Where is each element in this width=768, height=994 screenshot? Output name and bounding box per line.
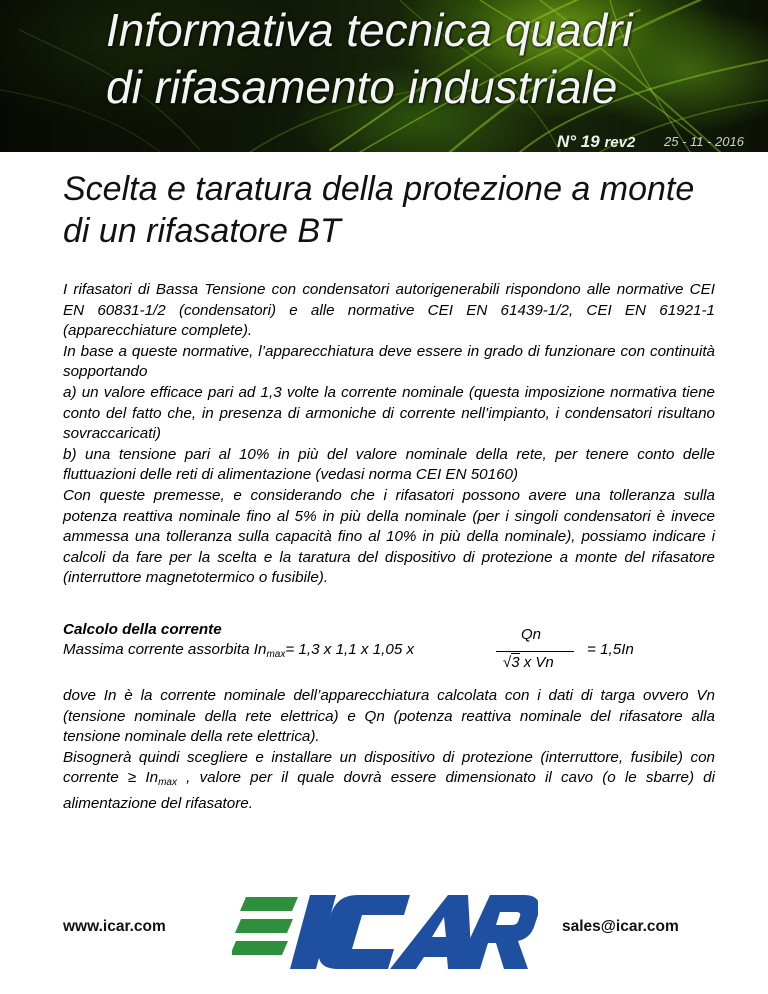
icar-logo [232, 887, 538, 975]
issue-date: 25 - 11 - 2016 [664, 134, 744, 149]
website-link[interactable]: www.icar.com [63, 918, 166, 935]
fraction-numerator: Qn [521, 626, 542, 643]
paragraph-definitions: dove In è la corrente nominale dell’apparecchiatura calcolata con i dati di targa ovvero Vn (tensione nominale della rete elettrica) e Qn (potenza reattiva nominale del rifasatore alla tensione nominale della rete elettrica). [63, 687, 715, 746]
logo-green-stripes [232, 897, 298, 955]
document-title: Scelta e taratura della protezione a monte di un rifasatore BT [63, 170, 695, 250]
calc-result: = 1,5In [587, 641, 634, 658]
logo-letters [290, 895, 538, 969]
header-banner [0, 0, 768, 152]
issue-number: N° 19 [557, 132, 600, 151]
denominator-rest: x Vn [523, 654, 554, 671]
calc-subscript: max [266, 649, 286, 660]
sqrt-symbol: √ [503, 654, 512, 671]
calc-expression: = 1,3 x 1,1 x 1,05 x [285, 641, 415, 658]
banner-title-line2: di rifasamento industriale [106, 61, 618, 113]
issue-label [557, 132, 635, 152]
calc-heading: Calcolo della corrente [63, 621, 222, 638]
issue-revision: rev2 [604, 134, 636, 151]
paragraph-requirements: In base a queste normative, l’apparecchiatura deve essere in grado di funzionare con continuità sopportando [63, 342, 715, 381]
intro-body [63, 280, 715, 589]
paragraph-item-a: a) un valore efficace pari ad 1,3 volte la corrente nominale (questa imposizione normativa tiene conto del fatto che, in presenza di armoniche di corrente nell’impianto, i condensatori risultano sovraccaricati) [63, 383, 715, 443]
conclusion-subscript: max [158, 777, 177, 789]
conclusion-start: Bisognerà quindi scegliere e installare un dispositivo di protezione (interruttore, fusibile) con corrente ≥ In [63, 748, 715, 787]
fraction-bar [496, 651, 574, 652]
paragraph-conclusion [63, 748, 715, 815]
sqrt-radicand: 3 [511, 654, 520, 671]
conclusion-end: , valore per il quale dovrà essere dimensionato il cavo (o le sbarre) di alimentazione del rifasatore. [63, 769, 716, 812]
banner-title [106, 2, 633, 116]
calc-prefix: Massima corrente assorbita In [63, 641, 267, 658]
paragraph-tolerance: Con queste premesse, e considerando che i rifasatori possono avere una tolleranza sulla potenza reattiva nominale fino al 5% in più della nominale (per i singoli condensatori è invece ammessa una tolleranza sulla capacità fino al 10% in più della nominale), possiamo indicare i calcoli da fare per la scelta e la taratura del dispositivo di protezione a monte del rifasatore (interruttore magnetotermico o fusibile). [63, 486, 715, 587]
calc-formula-line [63, 641, 414, 660]
paragraph-standards: I rifasatori di Bassa Tensione con condensatori autorigenerabili rispondono alle normative CEI EN 60831-1/2 (condensatori) e alle normative CEI EN 61439-1/2, CEI EN 61921-1 (apparecchiature complete). [63, 281, 715, 340]
email-link[interactable]: sales@icar.com [562, 918, 679, 935]
banner-title-line1: Informativa tecnica quadri [106, 4, 633, 56]
paragraph-item-b: b) una tensione pari al 10% in più del valore nominale della rete, per tenere conto delle fluttuazioni delle reti di alimentazione (vedasi norma CEI EN 50160) [63, 445, 715, 484]
fraction-denominator [503, 654, 554, 671]
closing-body [63, 686, 715, 815]
